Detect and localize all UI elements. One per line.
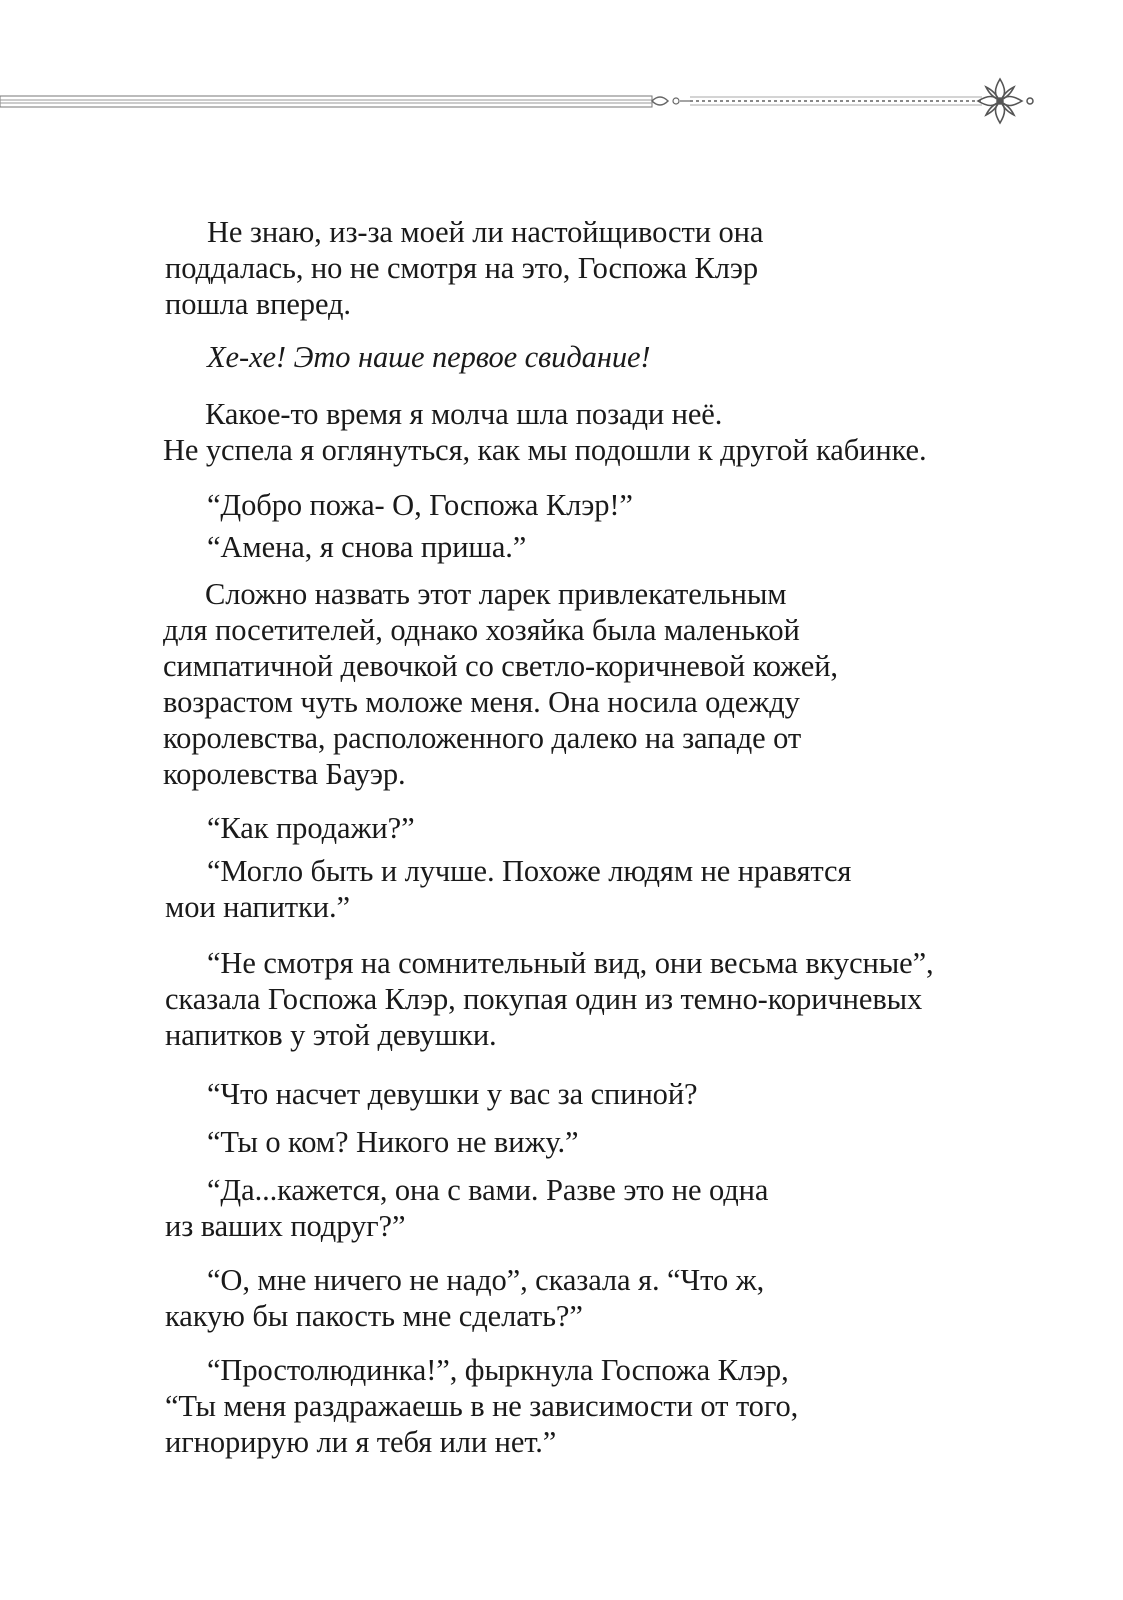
text-line: “Ты меня раздражаешь в не зависимости от того,	[165, 1389, 799, 1423]
text-line: “Могло быть и лучше. Похоже людям не нравятся	[207, 854, 852, 888]
text-line: Хе-хе! Это наше первое свидание!	[207, 340, 651, 374]
text-line: напитков у этой девушки.	[165, 1018, 497, 1052]
text-line: из ваших подруг?”	[165, 1209, 406, 1243]
text-line: пошла вперед.	[165, 287, 351, 321]
text-line: “О, мне ничего не надо”, сказала я. “Что ж,	[207, 1263, 765, 1297]
text-line: игнорирую ли я тебя или нет.”	[165, 1425, 557, 1459]
text-line: “Ты о ком? Никого не вижу.”	[207, 1125, 579, 1159]
text-line: Сложно назвать этот ларек привлекательным	[205, 577, 787, 611]
text-line: для посетителей, однако хозяйка была маленькой	[163, 613, 800, 647]
text-line: “Не смотря на сомнительный вид, они весьма вкусные”,	[207, 946, 934, 980]
text-line: “Амена, я снова приша.”	[207, 530, 527, 564]
text-line: Какое-то время я молча шла позади неё.	[205, 397, 723, 431]
text-line: Не успела я оглянуться, как мы подошли к другой кабинке.	[163, 433, 927, 467]
text-line: возрастом чуть моложе меня. Она носила одежду	[163, 685, 800, 719]
text-line: королевства Бауэр.	[163, 757, 406, 791]
text-line: какую бы пакость мне сделать?”	[165, 1299, 583, 1333]
text-line: королевства, расположенного далеко на западе от	[163, 721, 802, 755]
text-line: “Добро пожа- О, Госпожа Клэр!”	[207, 488, 633, 522]
text-line: “Что насчет девушки у вас за спиной?	[207, 1077, 698, 1111]
text-line: поддалась, но не смотря на это, Госпожа Клэр	[165, 251, 759, 285]
text-line: Не знаю, из-за моей ли настойщивости она	[207, 215, 764, 249]
text-line: “Простолюдинка!”, фыркнула Госпожа Клэр,	[207, 1353, 789, 1387]
text-line: “Да...кажется, она с вами. Разве это не одна	[207, 1173, 769, 1207]
text-line: симпатичной девочкой со светло-коричневой кожей,	[163, 649, 838, 683]
text-line: мои напитки.”	[165, 890, 350, 924]
text-line: “Как продажи?”	[207, 811, 415, 845]
text-line: сказала Госпожа Клэр, покупая один из темно-коричневых	[165, 982, 923, 1016]
